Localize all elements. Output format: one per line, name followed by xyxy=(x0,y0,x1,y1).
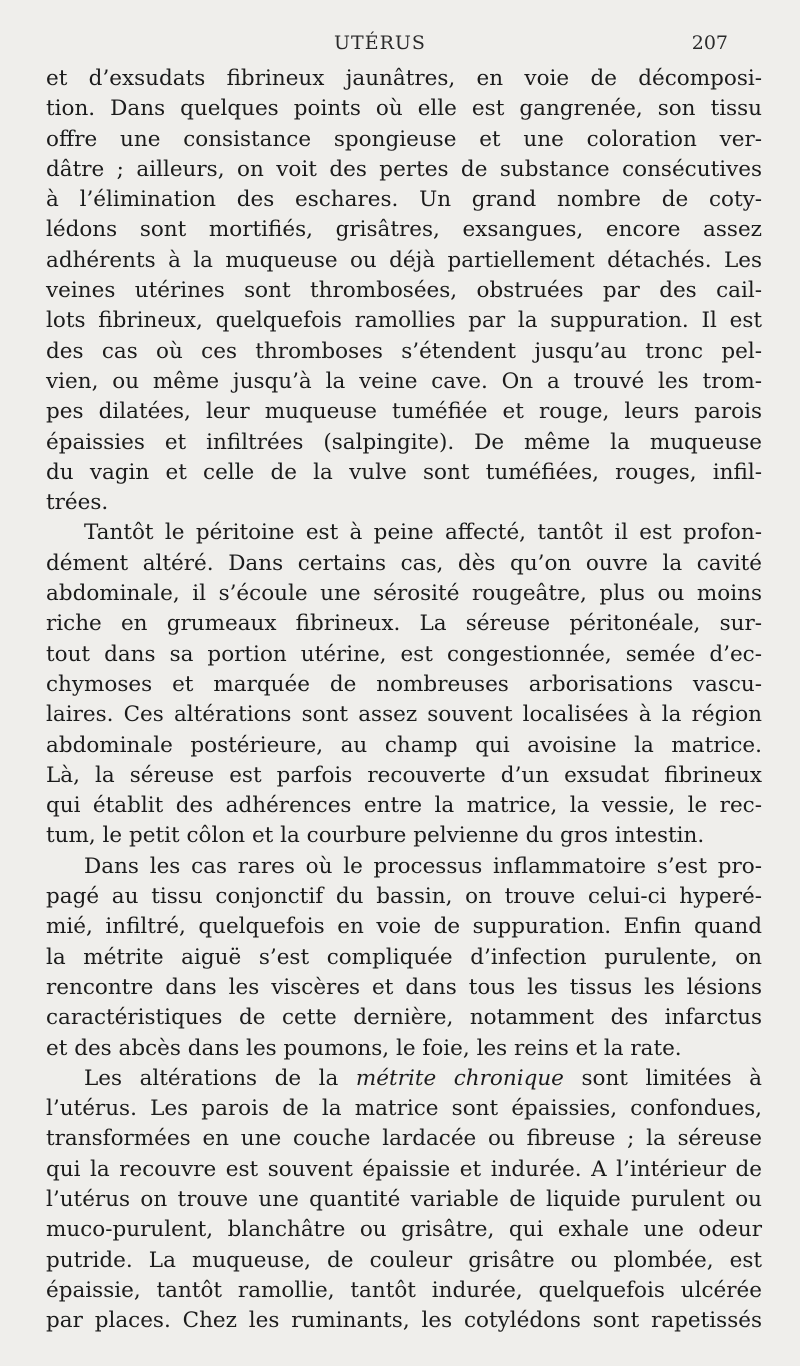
paragraph-start-line: Dans les cas rares où le processus inflammatoire s’est pro- xyxy=(84,853,762,879)
running-title: UTÉRUS xyxy=(334,32,426,54)
text-line: tion. Dans quelques points où elle est gangrenée, son tissu xyxy=(46,96,762,122)
text-line: l’utérus. Les parois de la matrice sont épaissies, confondues, xyxy=(46,1096,762,1122)
page-body xyxy=(46,64,762,1336)
text-line: qui la recouvre est souvent épaissie et indurée. A l’intérieur de xyxy=(46,1156,762,1182)
text-line: tout dans sa portion utérine, est congestionnée, semée d’ec- xyxy=(46,641,762,667)
text-line: mié, infiltré, quelquefois en voie de suppuration. Enfin quand xyxy=(46,914,762,940)
text-line: épaissies et infiltrées (salpingite). De même la muqueuse xyxy=(46,429,762,455)
text-line: lots fibrineux, quelquefois ramollies par la suppuration. Il est xyxy=(46,308,762,334)
text-line: pes dilatées, leur muqueuse tuméfiée et rouge, leurs parois xyxy=(46,399,762,425)
text-line: transformées en une couche lardacée ou fibreuse ; la séreuse xyxy=(46,1126,762,1152)
text-line: rencontre dans les viscères et dans tous les tissus les lésions xyxy=(46,974,762,1000)
text-line: caractéristiques de cette dernière, notamment des infarctus xyxy=(46,1005,762,1031)
text-line: riche en grumeaux fibrineux. La séreuse péritonéale, sur- xyxy=(46,611,762,637)
text-line: dâtre ; ailleurs, on voit des pertes de substance consécutives xyxy=(46,156,762,182)
text-line: tum, le petit côlon et la courbure pelvienne du gros intestin. xyxy=(46,823,705,849)
text-line: dément altéré. Dans certains cas, dès qu’on ouvre la cavité xyxy=(46,550,762,576)
text-line: abdominale postérieure, au champ qui avoisine la matrice. xyxy=(46,732,762,758)
paragraph-start-line xyxy=(46,1064,762,1094)
text-line: la métrite aiguë s’est compliquée d’infection purulente, on xyxy=(46,944,762,970)
text-line: muco-purulent, blanchâtre ou grisâtre, qui exhale une odeur xyxy=(46,1217,762,1243)
text-line: pagé au tissu conjonctif du bassin, on trouve celui-ci hyperé- xyxy=(46,884,762,910)
text-fragment: Les altérations de la xyxy=(84,1065,356,1091)
text-line: épaissie, tantôt ramollie, tantôt indurée, quelquefois ulcérée xyxy=(46,1277,762,1303)
text-line: abdominale, il s’écoule une sérosité rougeâtre, plus ou moins xyxy=(46,581,762,607)
text-line: veines utérines sont thrombosées, obstruées par des cail- xyxy=(46,278,762,304)
text-line: et des abcès dans les poumons, le foie, les reins et la rate. xyxy=(46,1035,682,1061)
text-fragment: sont limitées à xyxy=(563,1065,762,1091)
text-line: adhérents à la muqueuse ou déjà partiellement détachés. Les xyxy=(46,247,762,273)
text-line: lédons sont mortifiés, grisâtres, exsangues, encore assez xyxy=(46,217,762,243)
text-line: vien, ou même jusqu’à la veine cave. On a trouvé les trom- xyxy=(46,368,762,394)
paragraph-start-line: Tantôt le péritoine est à peine affecté, tantôt il est profon- xyxy=(84,520,762,546)
text-line: des cas où ces thromboses s’étendent jusqu’au tronc pel- xyxy=(46,338,762,364)
text-line: à l’élimination des eschares. Un grand nombre de coty- xyxy=(46,187,762,213)
text-line: du vagin et celle de la vulve sont tuméfiées, rouges, infil- xyxy=(46,459,762,485)
text-line: offre une consistance spongieuse et une coloration ver- xyxy=(46,126,762,152)
text-line: trées. xyxy=(46,490,109,516)
text-line: putride. La muqueuse, de couleur grisâtre ou plombée, est xyxy=(46,1247,762,1273)
text-line: l’utérus on trouve une quantité variable de liquide purulent ou xyxy=(46,1186,762,1212)
text-line: laires. Ces altérations sont assez souvent localisées à la région xyxy=(46,702,762,728)
text-line: Là, la séreuse est parfois recouverte d’un exsudat fibrineux xyxy=(46,762,762,788)
text-line: par places. Chez les ruminants, les cotylédons sont rapetissés xyxy=(46,1308,762,1334)
page-number: 207 xyxy=(691,32,728,54)
text-line: et d’exsudats fibrineux jaunâtres, en voie de décomposi- xyxy=(46,66,762,91)
text-line: chymoses et marquée de nombreuses arborisations vascu- xyxy=(46,671,762,697)
text-line: qui établit des adhérences entre la matrice, la vessie, le rec- xyxy=(46,793,762,819)
italic-term: métrite chronique xyxy=(355,1065,564,1091)
